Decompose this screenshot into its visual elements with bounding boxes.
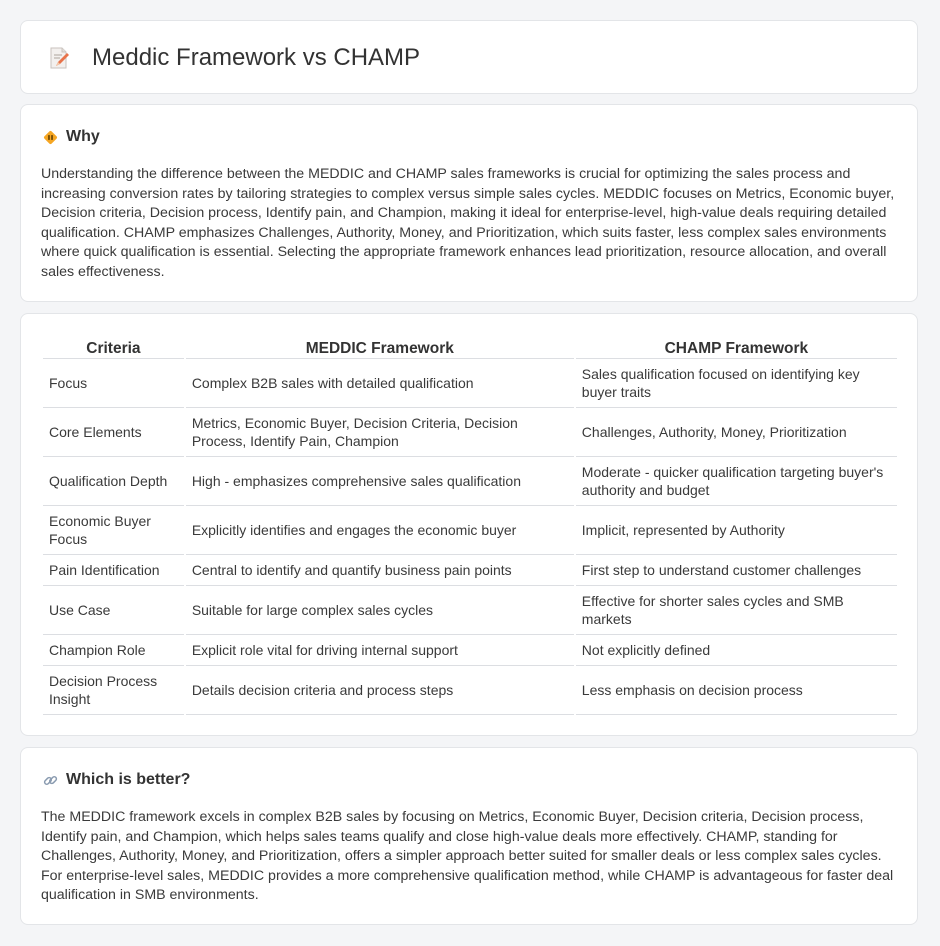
meddic-cell: Explicit role vital for driving internal support <box>186 635 574 666</box>
table-row <box>43 408 897 457</box>
meddic-cell: Central to identify and quantify business pain points <box>186 555 574 586</box>
better-heading: Which is better? <box>66 771 191 788</box>
criteria-cell: Use Case <box>43 586 184 635</box>
criteria-cell: Qualification Depth <box>43 457 184 506</box>
better-heading-row <box>42 770 190 790</box>
link-icon <box>42 772 59 789</box>
criteria-cell: Champion Role <box>43 635 184 666</box>
criteria-cell: Core Elements <box>43 408 184 457</box>
why-section <box>20 104 918 302</box>
which-is-better-section <box>20 747 918 925</box>
page-title: Meddic Framework vs CHAMP <box>92 44 421 71</box>
meddic-cell: Details decision criteria and process steps <box>186 666 574 715</box>
table-row <box>43 506 897 555</box>
header-card <box>20 20 918 94</box>
better-text: The MEDDIC framework excels in complex B2B sales by focusing on Metrics, Economic Buyer, Decision criteria, Decision process, Identify pain, and Champion, which helps sales teams qualify and close high-value deals more effectively. CHAMP, standing for Challenges, Authority, Money, and Prioritization, offers a simpler approach better suited for smaller deals or less complex sales cycles. For enterprise-level sales, MEDDIC provides a more comprehensive qualification method, while CHAMP is advantageous for faster deal qualification in SMB environments. <box>41 809 894 903</box>
why-heading: Why <box>66 128 100 145</box>
champ-cell: Not explicitly defined <box>576 635 897 666</box>
table-row <box>43 586 897 635</box>
champ-cell: Less emphasis on decision process <box>576 666 897 715</box>
comparison-table <box>41 334 899 715</box>
meddic-cell: Suitable for large complex sales cycles <box>186 586 574 635</box>
meddic-cell: Complex B2B sales with detailed qualification <box>186 359 574 408</box>
table-row <box>43 666 897 715</box>
criteria-cell: Pain Identification <box>43 555 184 586</box>
column-header-criteria: Criteria <box>43 334 184 359</box>
diamond-warning-icon <box>42 129 59 146</box>
column-header-champ: CHAMP Framework <box>576 334 897 359</box>
criteria-cell: Economic Buyer Focus <box>43 506 184 555</box>
meddic-cell: High - emphasizes comprehensive sales qualification <box>186 457 574 506</box>
why-heading-row <box>42 127 100 147</box>
champ-cell: Moderate - quicker qualification targeting buyer's authority and budget <box>576 457 897 506</box>
criteria-cell: Focus <box>43 359 184 408</box>
champ-cell: Implicit, represented by Authority <box>576 506 897 555</box>
champ-cell: Effective for shorter sales cycles and SMB markets <box>576 586 897 635</box>
champ-cell: Sales qualification focused on identifying key buyer traits <box>576 359 897 408</box>
meddic-cell: Metrics, Economic Buyer, Decision Criteria, Decision Process, Identify Pain, Champion <box>186 408 574 457</box>
meddic-cell: Explicitly identifies and engages the economic buyer <box>186 506 574 555</box>
table-header-row <box>43 334 897 359</box>
table-row <box>43 457 897 506</box>
comparison-section <box>20 313 918 736</box>
champ-cell: Challenges, Authority, Money, Prioritization <box>576 408 897 457</box>
table-row <box>43 635 897 666</box>
column-header-meddic: MEDDIC Framework <box>186 334 574 359</box>
champ-cell: First step to understand customer challenges <box>576 555 897 586</box>
criteria-cell: Decision Process Insight <box>43 666 184 715</box>
table-row <box>43 555 897 586</box>
table-row <box>43 359 897 408</box>
document-pencil-icon <box>47 46 71 70</box>
why-text: Understanding the difference between the MEDDIC and CHAMP sales frameworks is crucial for optimizing the sales process and increasing conversion rates by tailoring strategies to complex versus simple sales cycles. MEDDIC focuses on Metrics, Economic buyer, Decision criteria, Decision process, Identify pain, and Champion, making it ideal for enterprise-level, high-value deals requiring detailed qualification. CHAMP emphasizes Challenges, Authority, Money, and Prioritization, which suits faster, less complex sales environments where quick qualification is essential. Selecting the appropriate framework enhances lead prioritization, resource allocation, and overall sales effectiveness. <box>41 166 895 280</box>
